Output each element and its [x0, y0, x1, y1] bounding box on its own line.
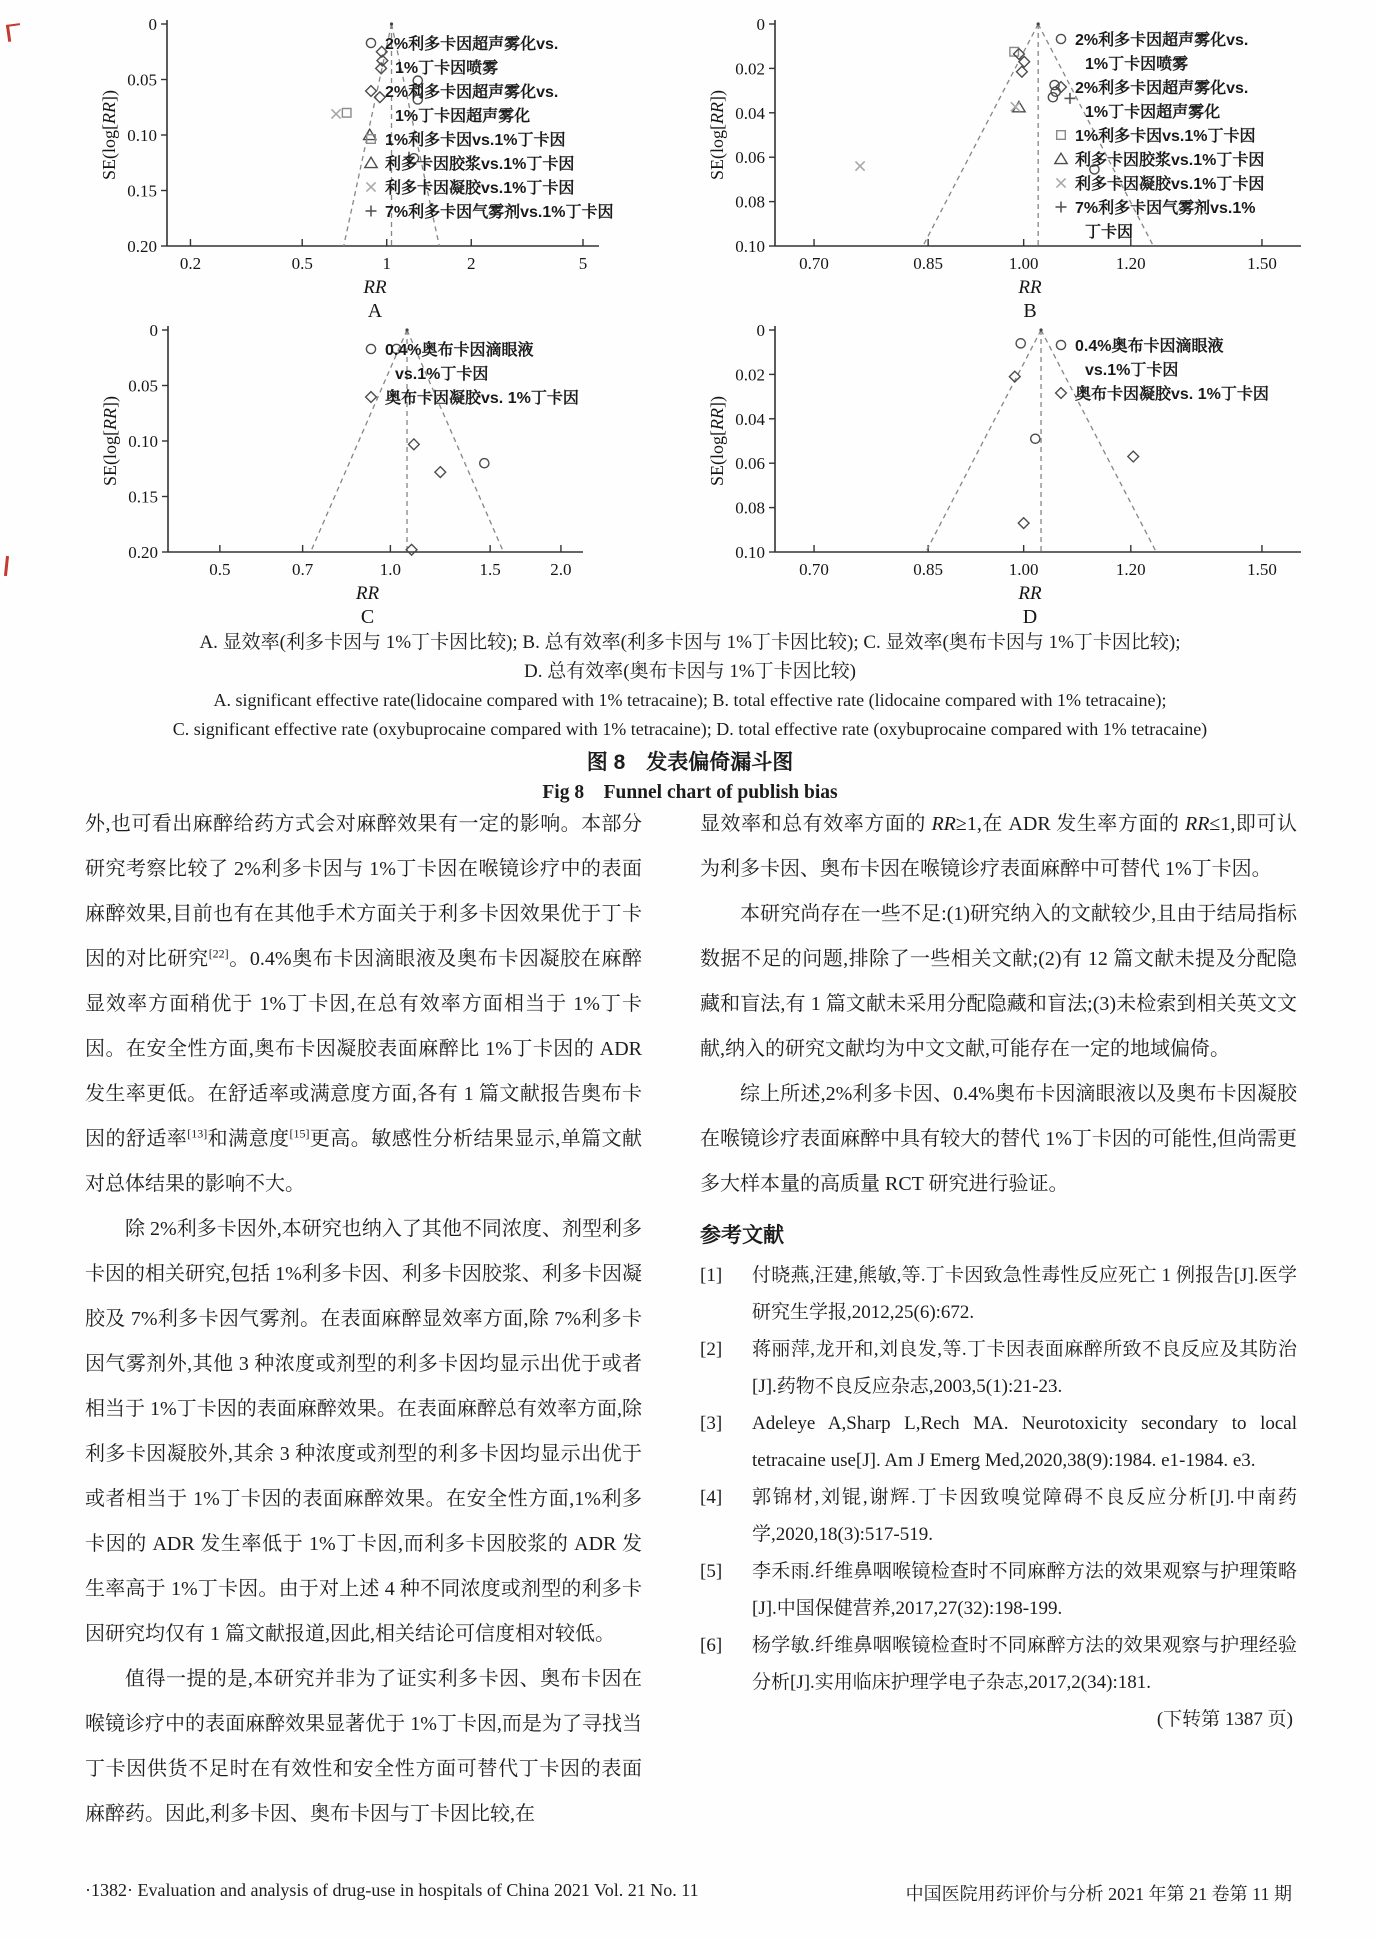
- svg-text:0.4%奥布卡因滴眼液: 0.4%奥布卡因滴眼液: [1075, 338, 1224, 355]
- reference-number: [6]: [700, 1635, 723, 1656]
- continued-note: (下转第 1387 页): [1156, 1709, 1293, 1730]
- svg-text:2%利多卡因超声雾化vs.: 2%利多卡因超声雾化vs.: [385, 84, 559, 101]
- svg-text:1.50: 1.50: [1247, 254, 1277, 273]
- reference-text: 付晓燕,汪建,熊敏,等.丁卡因致急性毒性反应死亡 1 例报告[J].医学研究生学报,2012,25(6):672.: [752, 1265, 1297, 1323]
- paragraph: 外,也可看出麻醉给药方式会对麻醉效果有一定的影响。本部分研究考察比较了 2%利多卡因与 1%丁卡因在喉镜诊疗中的表面麻醉效果,目前也有在其他手术方面关于利多卡因效果优于丁卡因的对比研究[22]。0.4%奥布卡因滴眼液及奥布卡因凝胶在麻醉显效率方面稍优于 1%丁卡因,在总有效率方面相当于 1%丁卡因。在安全性方面,奥布卡因凝胶表面麻醉比 1%丁卡因的 ADR 发生率更低。在舒适率或满意度方面,各有 1 篇文献报告奥布卡因的舒适率[13]和满意度[15]更高。敏感性分析结果显示,单篇文献对总体结果的影响不大。: [85, 813, 643, 1195]
- svg-text:利多卡因胶浆vs.1%丁卡因: 利多卡因胶浆vs.1%丁卡因: [1075, 152, 1265, 169]
- reference-number: [5]: [700, 1561, 723, 1582]
- svg-text:0.10: 0.10: [735, 237, 765, 256]
- reference-item: [700, 1479, 1297, 1553]
- svg-text:1%利多卡因vs.1%丁卡因: 1%利多卡因vs.1%丁卡因: [1075, 128, 1256, 145]
- svg-text:1.00: 1.00: [1008, 254, 1039, 273]
- svg-text:0.10: 0.10: [735, 543, 765, 562]
- svg-text:SE(log[RR]): SE(log[RR]): [100, 396, 120, 486]
- svg-text:A: A: [367, 300, 383, 320]
- svg-text:1.5: 1.5: [479, 560, 501, 579]
- reference-item: [700, 1627, 1297, 1701]
- svg-text:利多卡因胶浆vs.1%丁卡因: 利多卡因胶浆vs.1%丁卡因: [385, 156, 575, 173]
- footer-left: ·1382· Evaluation and analysis of drug-use in hospitals of China 2021 Vol. 21 No. 11: [85, 1880, 699, 1900]
- svg-text:1%丁卡因喷雾: 1%丁卡因喷雾: [395, 60, 499, 77]
- svg-text:0.08: 0.08: [735, 192, 765, 212]
- svg-text:0.5: 0.5: [209, 560, 231, 579]
- svg-text:1%丁卡因喷雾: 1%丁卡因喷雾: [1085, 56, 1189, 73]
- svg-text:0.2: 0.2: [179, 254, 202, 273]
- svg-text:7%利多卡因气雾剂vs.1%: 7%利多卡因气雾剂vs.1%: [1075, 200, 1256, 217]
- svg-text:1.0: 1.0: [379, 560, 402, 579]
- reference-item: [700, 1331, 1297, 1405]
- svg-text:SE(log[RR]): SE(log[RR]): [99, 90, 119, 180]
- funnel-plot-d: [585, 314, 1373, 631]
- svg-text:1%丁卡因超声雾化: 1%丁卡因超声雾化: [1085, 104, 1221, 121]
- svg-text:2%利多卡因超声雾化vs.: 2%利多卡因超声雾化vs.: [385, 36, 559, 53]
- funnel-plot-c: [85, 314, 645, 631]
- reference-number: [1]: [700, 1265, 723, 1286]
- svg-text:2%利多卡因超声雾化vs.: 2%利多卡因超声雾化vs.: [1075, 80, 1249, 97]
- reference-list: [700, 1257, 1297, 1701]
- svg-text:1.20: 1.20: [1115, 560, 1146, 579]
- reference-item: [700, 1553, 1297, 1627]
- svg-text:利多卡因凝胶vs.1%丁卡因: 利多卡因凝胶vs.1%丁卡因: [385, 180, 575, 197]
- svg-text:C: C: [360, 606, 375, 626]
- svg-text:0.04: 0.04: [735, 409, 765, 429]
- page-footer: [85, 1880, 1292, 1906]
- svg-text:0.10: 0.10: [127, 126, 157, 145]
- svg-text:0.06: 0.06: [735, 148, 765, 168]
- reference-text: 蒋丽萍,龙开和,刘良发,等.丁卡因表面麻醉所致不良反应及其防治[J].药物不良反应杂志,2003,5(1):21-23.: [752, 1339, 1297, 1397]
- reference-number: [4]: [700, 1487, 723, 1508]
- svg-text:0.05: 0.05: [128, 376, 158, 396]
- figure-caption: [85, 628, 1295, 808]
- svg-text:0.85: 0.85: [913, 254, 944, 273]
- svg-text:0.85: 0.85: [913, 560, 944, 579]
- figure-title-cn: 图 8 发表偏倚漏斗图: [586, 751, 794, 774]
- paragraph: 本研究尚存在一些不足:(1)研究纳入的文献较少,且由于结局指标数据不足的问题,排除了一些相关文献;(2)有 12 篇文献未提及分配隐藏和盲法,有 1 篇文献未采用分配隐藏和盲法;(3)未检索到相关英文文献,纳入的研究文献均为中文文献,可能存在一定的地域偏倚。: [700, 903, 1297, 1060]
- reference-item: [700, 1257, 1297, 1331]
- svg-text:0.20: 0.20: [127, 237, 157, 256]
- svg-text:RR: RR: [355, 583, 380, 604]
- reference-text: Adeleye A,Sharp L,Rech MA. Neurotoxicity secondary to local tetracaine use[J]. Am J Emerg Med,2020,38(9):1984. e1-1984. e3.: [752, 1413, 1297, 1471]
- svg-text:7%利多卡因气雾剂vs.1%丁卡因: 7%利多卡因气雾剂vs.1%丁卡因: [385, 204, 614, 221]
- svg-text:0.05: 0.05: [127, 70, 157, 90]
- svg-text:RR: RR: [1018, 583, 1042, 604]
- svg-text:0: 0: [756, 321, 765, 340]
- paragraph: 值得一提的是,本研究并非为了证实利多卡因、奥布卡因在喉镜诊疗中的表面麻醉效果显著优于 1%丁卡因,而是为了寻找当丁卡因供货不足时在有效性和安全性方面可替代丁卡因的表面麻醉药。因此,利多卡因、奥布卡因与丁卡因比较,在: [85, 1668, 642, 1825]
- funnel-plot-a: [85, 8, 645, 325]
- footer-right: 中国医院用药评价与分析 2021 年第 21 卷第 11 期: [905, 1884, 1292, 1904]
- red-scan-mark: [4, 556, 9, 576]
- svg-text:0.5: 0.5: [291, 254, 313, 273]
- svg-text:B: B: [1023, 300, 1037, 320]
- svg-text:2.0: 2.0: [550, 560, 572, 579]
- svg-text:1.50: 1.50: [1247, 560, 1277, 579]
- paragraph: 除 2%利多卡因外,本研究也纳入了其他不同浓度、剂型利多卡因的相关研究,包括 1%利多卡因、利多卡因胶浆、利多卡因凝胶及 7%利多卡因气雾剂。在表面麻醉显效率方面,除 7%利多卡因气雾剂外,其他 3 种浓度或剂型的利多卡因均显示出优于或者相当于 1%丁卡因的表面麻醉效果。在表面麻醉总有效率方面,除利多卡因凝胶外,其余 3 种浓度或剂型的利多卡因均显示出优于或者相当于 1%丁卡因的表面麻醉效果。在安全性方面,1%利多卡因的 ADR 发生率低于 1%丁卡因,而利多卡因胶浆的 ADR 发生率高于 1%丁卡因。由于对上述 4 种不同浓度或剂型的利多卡因研究均仅有 1 篇文献报道,因此,相关结论可信度相对较低。: [85, 1218, 642, 1645]
- svg-text:RR: RR: [363, 277, 387, 298]
- reference-text: 杨学敏.纤维鼻咽喉镜检查时不同麻醉方法的效果观察与护理经验分析[J].实用临床护理学电子杂志,2017,2(34):181.: [752, 1635, 1297, 1693]
- svg-text:0.02: 0.02: [735, 365, 765, 385]
- left-column: [85, 802, 642, 1837]
- funnel-plot-b: [585, 8, 1373, 325]
- svg-text:奥布卡因凝胶vs. 1%丁卡因: 奥布卡因凝胶vs. 1%丁卡因: [385, 390, 579, 407]
- svg-text:2%利多卡因超声雾化vs.: 2%利多卡因超声雾化vs.: [1075, 32, 1249, 49]
- svg-text:vs.1%丁卡因: vs.1%丁卡因: [1085, 362, 1179, 379]
- svg-text:0.4%奥布卡因滴眼液: 0.4%奥布卡因滴眼液: [385, 342, 534, 359]
- svg-text:0.7: 0.7: [292, 560, 314, 579]
- svg-text:0.20: 0.20: [128, 543, 158, 562]
- right-column: [700, 802, 1297, 1837]
- svg-text:1%丁卡因超声雾化: 1%丁卡因超声雾化: [395, 108, 531, 125]
- svg-text:SE(log[RR]): SE(log[RR]): [707, 396, 727, 486]
- svg-text:0.70: 0.70: [799, 560, 829, 579]
- svg-text:0.15: 0.15: [127, 181, 157, 201]
- svg-text:丁卡因: 丁卡因: [1085, 224, 1134, 241]
- figure-title-en: Fig 8 Funnel chart of publish bias: [542, 782, 838, 803]
- caption-cn-line1: A. 显效率(利多卡因与 1%丁卡因比较); B. 总有效率(利多卡因与 1%丁卡因比较); C. 显效率(奥布卡因与 1%丁卡因比较);: [199, 632, 1181, 653]
- svg-text:0.06: 0.06: [735, 454, 765, 474]
- svg-text:SE(log[RR]): SE(log[RR]): [707, 90, 727, 180]
- body-text: [85, 802, 1297, 1837]
- svg-text:利多卡因凝胶vs.1%丁卡因: 利多卡因凝胶vs.1%丁卡因: [1075, 176, 1265, 193]
- reference-number: [2]: [700, 1339, 723, 1360]
- svg-text:奥布卡因凝胶vs. 1%丁卡因: 奥布卡因凝胶vs. 1%丁卡因: [1075, 386, 1269, 403]
- paragraph: 综上所述,2%利多卡因、0.4%奥布卡因滴眼液以及奥布卡因凝胶在喉镜诊疗表面麻醉中具有较大的替代 1%丁卡因的可能性,但尚需更多大样本量的高质量 RCT 研究进行验证。: [700, 1083, 1297, 1195]
- svg-text:1.00: 1.00: [1008, 560, 1039, 579]
- caption-cn-line2: D. 总有效率(奥布卡因与 1%丁卡因比较): [524, 661, 856, 682]
- svg-text:2: 2: [467, 254, 476, 273]
- svg-text:1.20: 1.20: [1115, 254, 1146, 273]
- reference-number: [3]: [700, 1413, 723, 1434]
- red-scan-mark: [6, 23, 22, 42]
- paragraph: 显效率和总有效率方面的 RR≥1,在 ADR 发生率方面的 RR≤1,即可认为利多卡因、奥布卡因在喉镜诊疗表面麻醉中可替代 1%丁卡因。: [700, 813, 1298, 880]
- svg-text:1: 1: [382, 254, 391, 273]
- svg-text:D: D: [1022, 606, 1038, 626]
- svg-text:0: 0: [756, 15, 765, 34]
- svg-text:0.02: 0.02: [735, 59, 765, 79]
- svg-text:0.08: 0.08: [735, 498, 765, 518]
- reference-item: [700, 1405, 1297, 1479]
- reference-text: 李禾雨.纤维鼻咽喉镜检查时不同麻醉方法的效果观察与护理策略[J].中国保健营养,2017,27(32):198-199.: [752, 1561, 1297, 1619]
- svg-text:5: 5: [578, 254, 588, 273]
- caption-en-line2: C. significant effective rate (oxybuprocaine compared with 1% tetracaine); D. total effective rate (oxybuprocaine compared with 1% tetracaine): [172, 719, 1208, 739]
- svg-text:0: 0: [148, 15, 157, 34]
- caption-en-line1: A. significant effective rate(lidocaine compared with 1% tetracaine); B. total effective rate (lidocaine compared with 1% tetracaine);: [213, 690, 1167, 710]
- svg-text:0: 0: [149, 321, 158, 340]
- svg-text:0.15: 0.15: [128, 487, 158, 507]
- references-heading: 参考文献: [700, 1224, 784, 1247]
- svg-text:0.10: 0.10: [128, 432, 158, 451]
- svg-text:vs.1%丁卡因: vs.1%丁卡因: [395, 366, 489, 383]
- svg-text:RR: RR: [1018, 277, 1042, 298]
- svg-text:0.04: 0.04: [735, 103, 765, 123]
- reference-text: 郭锦材,刘锟,谢辉.丁卡因致嗅觉障碍不良反应分析[J].中南药学,2020,18(3):517-519.: [752, 1487, 1297, 1545]
- svg-text:1%利多卡因vs.1%丁卡因: 1%利多卡因vs.1%丁卡因: [385, 132, 566, 149]
- svg-text:0.70: 0.70: [799, 254, 829, 273]
